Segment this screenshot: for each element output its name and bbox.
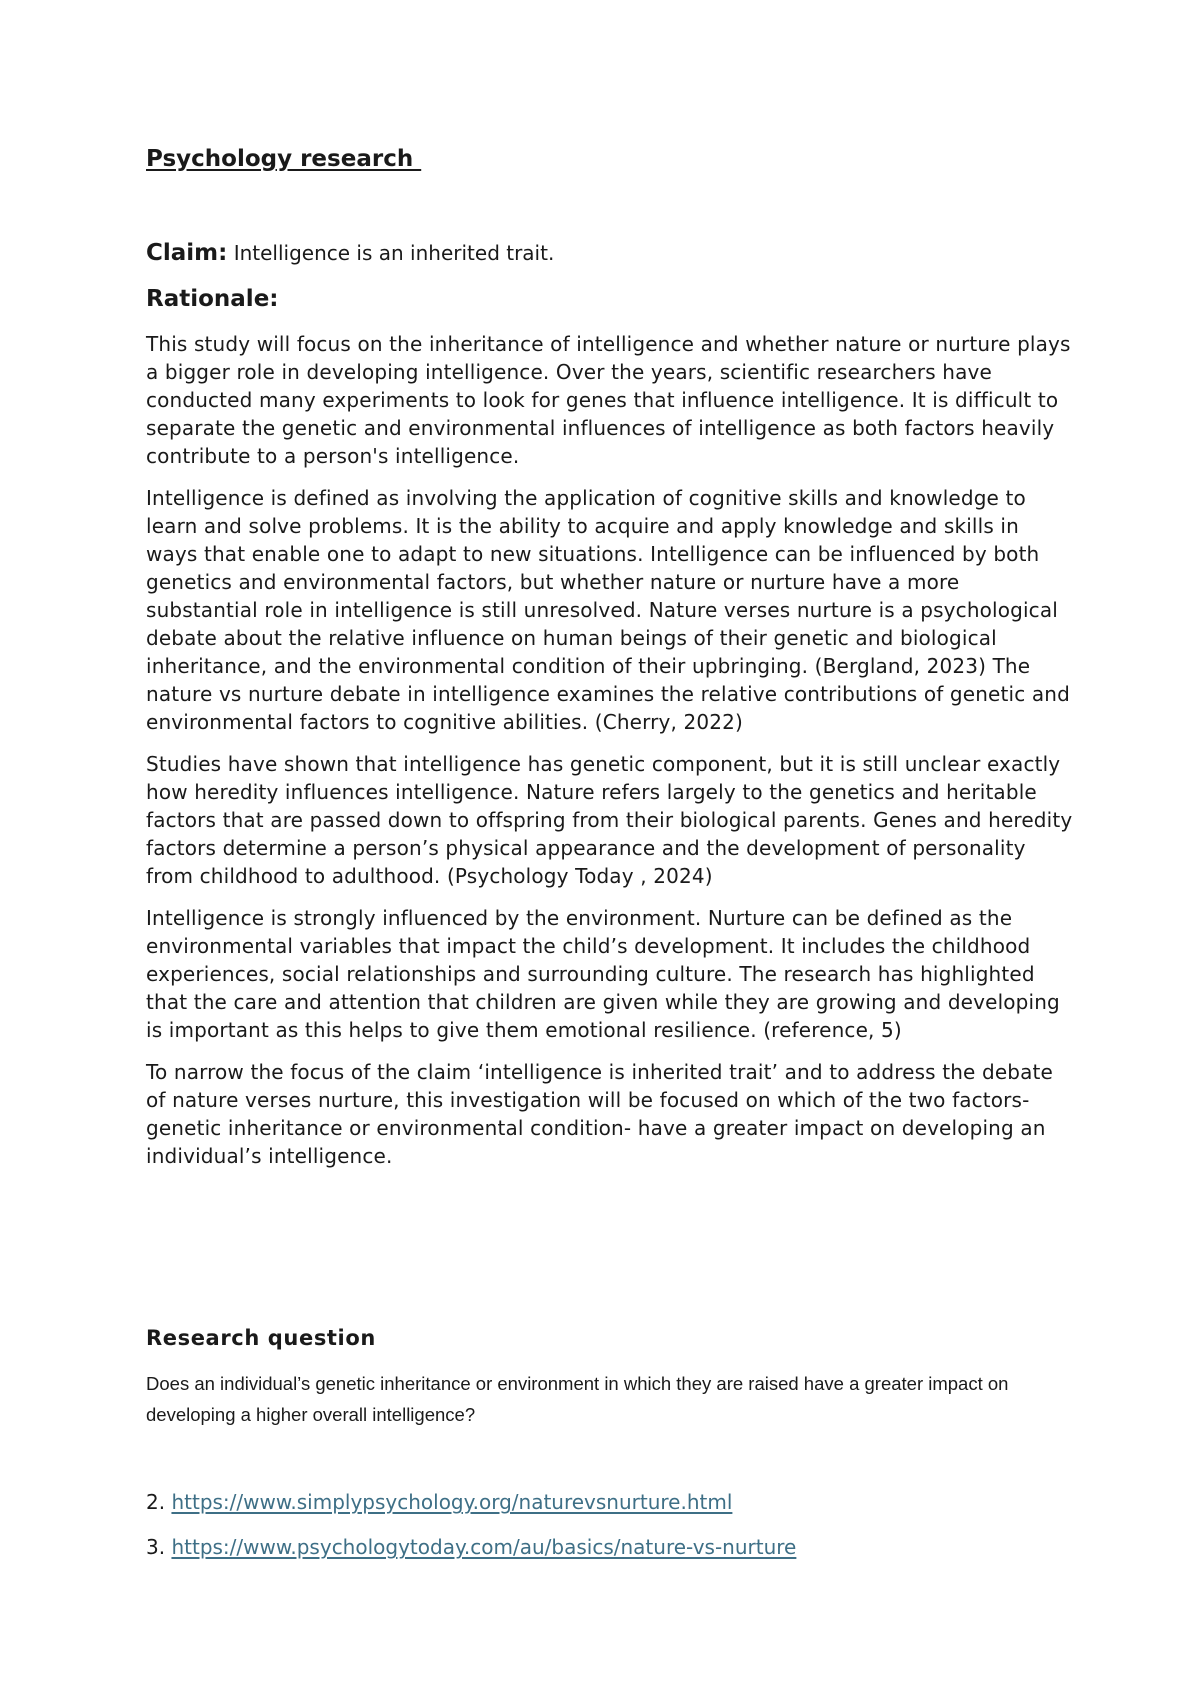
rationale-paragraph: This study will focus on the inheritance of intelligence and whether nature or nurture plays a bigger role in developing intelligence. Over the years, scientific researchers have conducted many experiments to look for genes that influence intelligence. It is difficult to separate the genetic and environmental influences of intelligence as both factors heavily contribute to a person's intelligence. — [146, 332, 1071, 468]
reference-list — [146, 1488, 796, 1578]
reference-item — [146, 1533, 796, 1561]
rationale-paragraph: Studies have shown that intelligence has genetic component, but it is still unclear exactly how heredity influences intelligence. Nature refers largely to the genetics and heritable factors that are passed down to offspring from their biological parents. Genes and heredity factors determine a person’s physical appearance and the development of personality from childhood to adulthood. (Psychology Today , 2024) — [146, 752, 1073, 888]
reference-number: 3. — [146, 1535, 172, 1559]
reference-link[interactable]: https://www.simplypsychology.org/naturevsnurture.html — [171, 1490, 733, 1514]
page-title: Psychology research — [146, 146, 422, 172]
claim-line — [146, 240, 554, 266]
claim-text: Intelligence is an inherited trait. — [227, 241, 555, 265]
rationale-paragraph: Intelligence is defined as involving the application of cognitive skills and knowledge to learn and solve problems. It is the ability to acquire and apply knowledge and skills in ways that enable one to adapt to new situations. Intelligence can be influenced by both genetics and environmental factors, but whether nature or nurture have a more substantial role in intelligence is still unresolved. Nature verses nurture is a psychological debate about the relative influence on human beings of their genetic and biological inheritance, and the environmental condition of their upbringing. (Bergland, 2023) The nature vs nurture debate in intelligence examines the relative contributions of genetic and environmental factors to cognitive abilities. (Cherry, 2022) — [146, 486, 1070, 734]
rationale-heading: Rationale: — [146, 286, 279, 312]
research-question-text: Does an individual’s genetic inheritance or environment in which they are raised have a greater impact on developing a higher overall intelligence? — [146, 1373, 1009, 1425]
claim-label: Claim: — [146, 240, 228, 266]
rationale-paragraph: To narrow the focus of the claim ‘intelligence is inherited trait’ and to address the debate of nature verses nurture, this investigation will be focused on which of the two factors- genetic inheritance or environmental condition- have a greater impact on developing an individual’s intelligence. — [146, 1060, 1054, 1168]
reference-item — [146, 1488, 796, 1516]
reference-link[interactable]: https://www.psychologytoday.com/au/basics/nature-vs-nurture — [171, 1535, 797, 1559]
research-question-heading: Research question — [146, 1326, 376, 1350]
reference-number: 2. — [146, 1490, 172, 1514]
rationale-paragraph: Intelligence is strongly influenced by the environment. Nurture can be defined as the environmental variables that impact the child’s development. It includes the childhood experiences, social relationships and surrounding culture. The research has highlighted that the care and attention that children are given while they are growing and developing is important as this helps to give them emotional resilience. (reference, 5) — [146, 906, 1060, 1042]
rationale-body — [146, 330, 1076, 1184]
